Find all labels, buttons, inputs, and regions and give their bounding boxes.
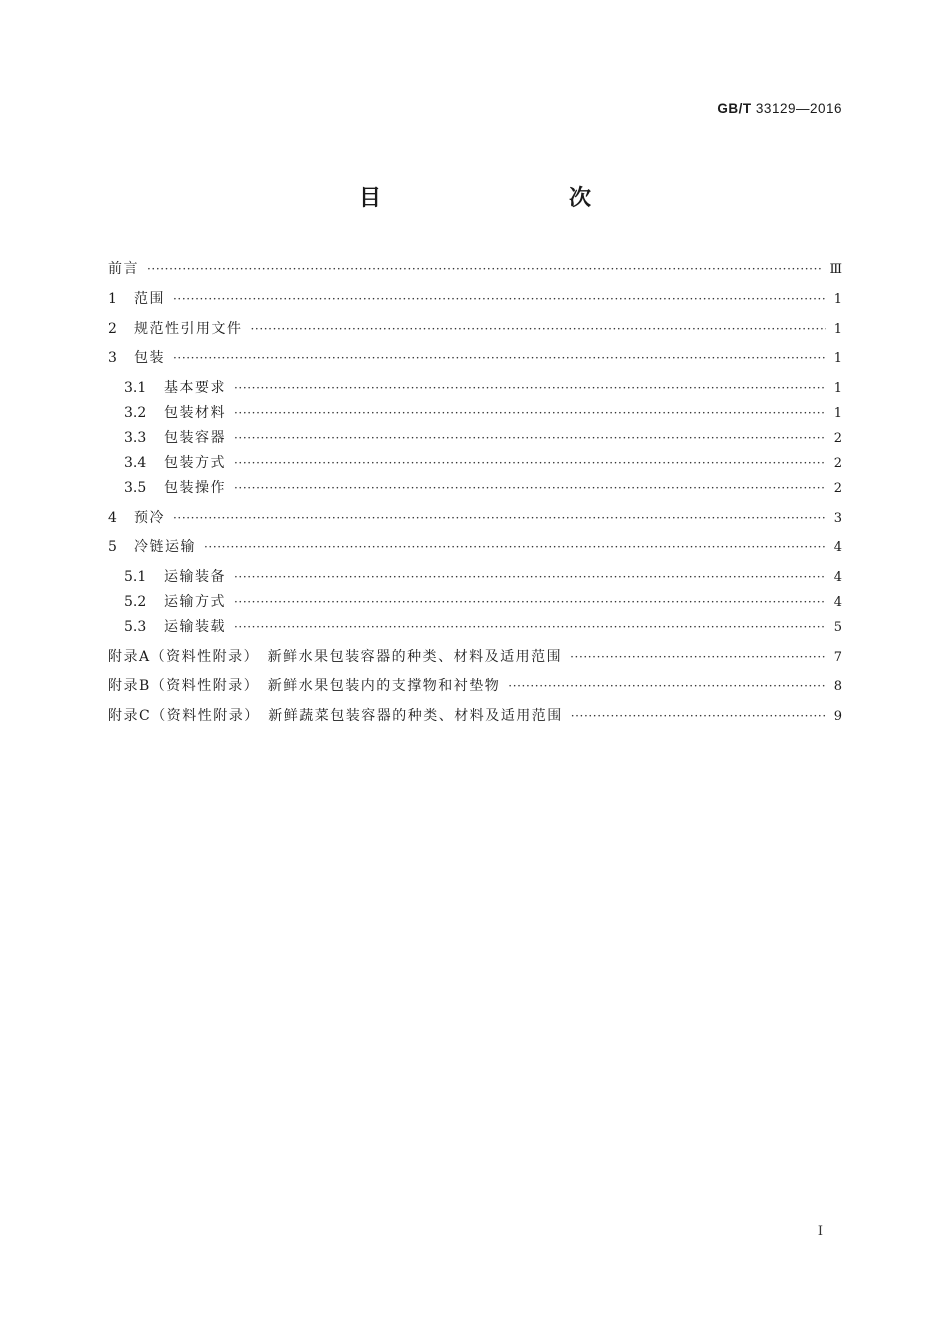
toc-entry-4[interactable] (108, 507, 842, 529)
toc-leader-dots (173, 507, 826, 529)
toc-leader-dots (571, 705, 826, 727)
toc-leader-dots (234, 591, 826, 613)
standard-code (717, 101, 842, 116)
toc-entry-label: 运输装备 (164, 569, 226, 585)
toc-entry-number: 3 (108, 350, 117, 366)
page-number: I (817, 1224, 823, 1239)
toc-entry-page: 7 (833, 650, 842, 665)
toc-leader-dots (147, 258, 821, 280)
toc-entry-label: 包装操作 (164, 480, 226, 496)
toc-entry-page: 8 (833, 679, 842, 694)
toc-leader-dots (234, 477, 826, 499)
toc-leader-dots (234, 402, 826, 424)
toc-entry-page: 2 (833, 431, 842, 446)
toc-entry-page: Ⅲ (829, 262, 842, 277)
toc-entry-label: 附录C（资料性附录） 新鲜蔬菜包装容器的种类、材料及适用范围 (108, 708, 563, 724)
toc-entry-page: 4 (833, 570, 842, 585)
toc-entry-label: 包装材料 (164, 405, 226, 421)
toc-entry-5-2[interactable] (124, 591, 842, 613)
toc-entry-label: 运输装载 (164, 619, 226, 635)
toc-entry-label: 范围 (134, 291, 165, 307)
toc-entry-3-2[interactable] (124, 402, 842, 424)
toc-leader-dots (173, 288, 826, 310)
toc-entry-number: 3.5 (124, 480, 147, 496)
toc-entry-3-1[interactable] (124, 377, 842, 399)
toc-entry-label: 规范性引用文件 (134, 321, 243, 337)
toc-entry-label: 包装容器 (164, 430, 226, 446)
toc-entry-3-3[interactable] (124, 427, 842, 449)
toc-entry-number: 3.1 (124, 380, 147, 396)
toc-entry-5-3[interactable] (124, 616, 842, 638)
toc-entry-label: 冷链运输 (134, 539, 196, 555)
toc-entry-appendix-b[interactable] (108, 675, 842, 697)
toc-entry-label: 基本要求 (164, 380, 226, 396)
toc-entry-1[interactable] (108, 288, 842, 310)
toc-entry-page: 1 (833, 322, 842, 337)
toc-leader-dots (173, 347, 826, 369)
standard-number: 33129—2016 (755, 101, 842, 116)
toc-entry-appendix-c[interactable] (108, 705, 842, 727)
toc-entry-number: 3.2 (124, 405, 147, 421)
toc-entry-3-5[interactable] (124, 477, 842, 499)
toc-leader-dots (570, 646, 826, 668)
toc-entry-2[interactable] (108, 318, 842, 340)
toc-leader-dots (234, 566, 826, 588)
toc-entry-5-1[interactable] (124, 566, 842, 588)
toc-entry-number: 5.1 (124, 569, 147, 585)
toc-entry-number: 5.3 (124, 619, 147, 635)
toc-entry-3[interactable] (108, 347, 842, 369)
toc-entry-number: 1 (108, 291, 117, 307)
toc-entry-page: 1 (833, 351, 842, 366)
toc-entry-page: 5 (833, 620, 842, 635)
toc-entry-page: 2 (833, 481, 842, 496)
toc-entry-page: 9 (833, 709, 842, 724)
toc-entry-label: 包装 (134, 350, 165, 366)
toc-entry-label: 前言 (108, 261, 139, 277)
toc-entry-appendix-a[interactable] (108, 646, 842, 668)
toc-entry-number: 5.2 (124, 594, 147, 610)
toc-entry-label: 包装方式 (164, 455, 226, 471)
toc-entry-page: 3 (833, 511, 842, 526)
toc-entry-label: 附录A（资料性附录） 新鲜水果包装容器的种类、材料及适用范围 (108, 649, 563, 665)
toc-entry-page: 1 (833, 406, 842, 421)
toc-entry-page: 4 (833, 540, 842, 555)
toc-leader-dots (234, 377, 826, 399)
toc-entry-number: 4 (108, 510, 117, 526)
toc-entry-number: 2 (108, 321, 117, 337)
toc-leader-dots (251, 318, 826, 340)
toc-entry-page: 4 (833, 595, 842, 610)
toc-entry-foreword[interactable] (108, 258, 842, 280)
toc-leader-dots (204, 536, 826, 558)
toc-entry-page: 2 (833, 456, 842, 471)
toc-entry-label: 运输方式 (164, 594, 226, 610)
toc-entry-number: 5 (108, 539, 117, 555)
toc-leader-dots (234, 427, 826, 449)
toc-leader-dots (508, 675, 825, 697)
toc-leader-dots (234, 452, 826, 474)
toc-entry-label: 附录B（资料性附录） 新鲜水果包装内的支撑物和衬垫物 (108, 678, 501, 694)
toc-entry-page: 1 (833, 292, 842, 307)
toc-entry-number: 3.4 (124, 455, 147, 471)
page-title: 目 次 (358, 186, 639, 211)
toc-entry-5[interactable] (108, 536, 842, 558)
standard-prefix: GB/T (717, 101, 752, 116)
toc-entry-page: 1 (833, 381, 842, 396)
toc-entry-label: 预冷 (134, 510, 165, 526)
toc-entry-number: 3.3 (124, 430, 147, 446)
toc-leader-dots (234, 616, 826, 638)
toc-entry-3-4[interactable] (124, 452, 842, 474)
